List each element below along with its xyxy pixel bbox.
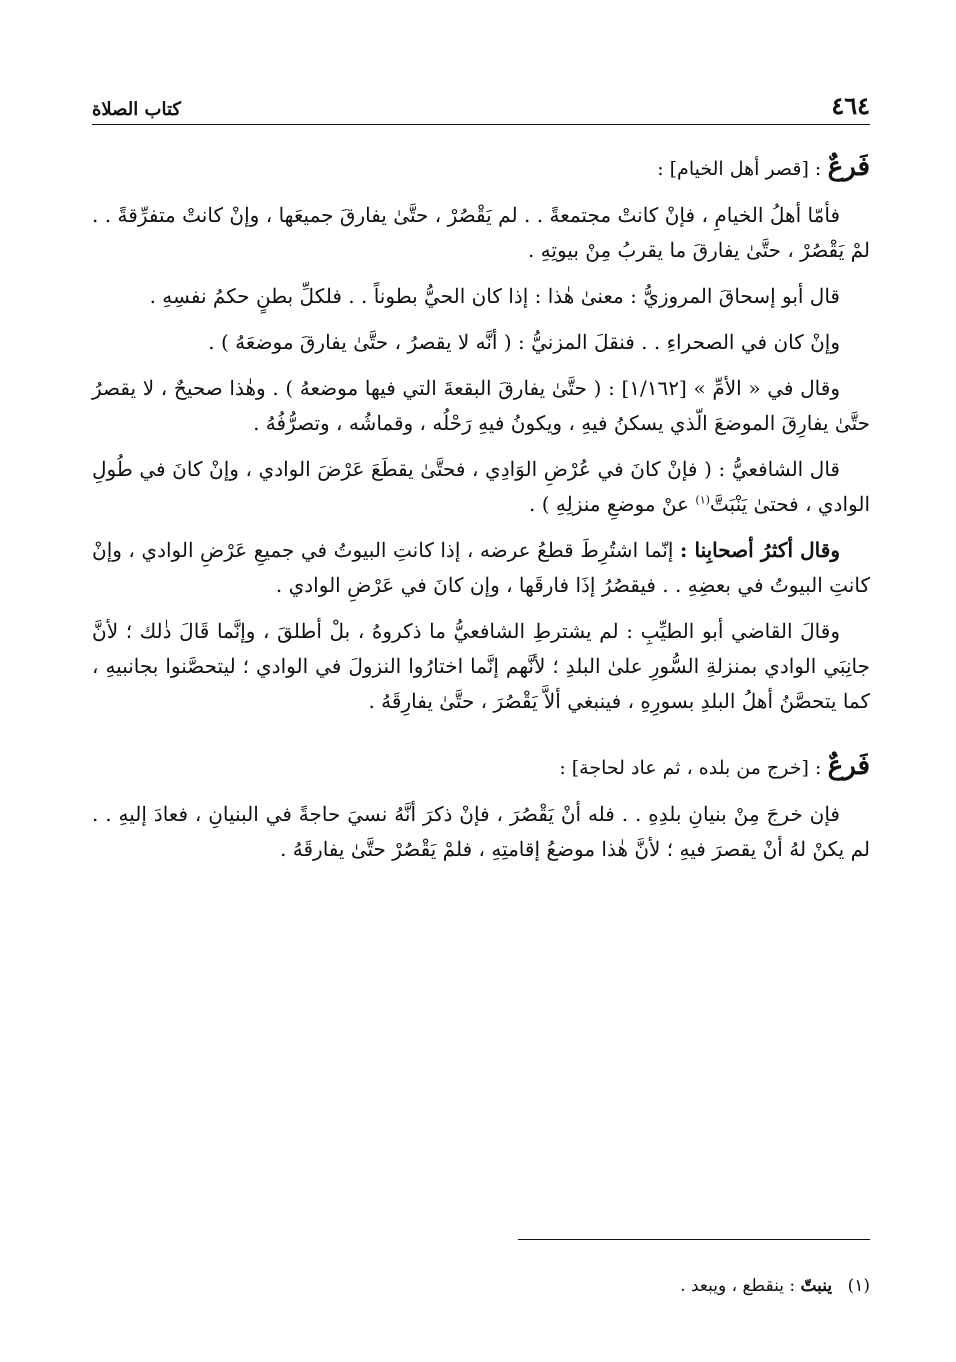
authority-label: وقال أكثرُ أصحابِنا : xyxy=(679,538,840,562)
paragraph: وإنْ كان في الصحراءِ . . فنقلَ المزنيُّ : ( أنَّه لا يقصرُ ، حتَّىٰ يفارقَ موضعَهُ ) . xyxy=(208,330,840,354)
footnote-term: ينبتّ xyxy=(800,1276,833,1296)
paragraph: فإن خرجَ مِنْ بنيانِ بلدِهِ . . فله أنْ يَقْصُرَ ، فإنْ ذكرَ أنَّهُ نسيَ حاجةً في البنيانِ ، فعادَ إليهِ . . لم يكنْ لهُ أنْ يقصرَ فيهِ ؛ لأنَّ هٰذا موضعُ إقامتِهِ ، فلمْ يَقْصُرْ حتَّىٰ يفارقَهُ . xyxy=(92,802,870,861)
paragraph: فأمّا أهلُ الخيامِ ، فإنْ كانتْ مجتمعةً . . لم يَقْصُرْ ، حتَّىٰ يفارقَ جميعَها ، وإنْ كانتْ متفرِّقةً . . لمْ يَقْصُرْ ، حتَّىٰ يفارقَ ما يقربُ مِنْ بيوتِهِ . xyxy=(92,203,870,262)
branch-title: : [قصر أهل الخيام] : xyxy=(657,158,822,180)
running-title: كتاب الصلاة xyxy=(92,99,181,120)
paragraph: وقال في « الأمِّ » [١/١٦٢] : ( حتَّىٰ يفارقَ البقعةَ التي فيها موضعهُ ) . وهٰذا صحيحٌ ، لا يقصرُ حتَّىٰ يفارِقَ الموضعَ الّذي يسكنُ فيهِ ، ويكونُ فيهِ رَحْلُه ، وقماشُه ، وتصرُّفُهُ . xyxy=(92,376,870,435)
page-number: ٤٦٤ xyxy=(831,91,870,120)
paragraph-text: قال الشافعيُّ : ( فإنْ كانَ في عُرْضِ الوَادِي ، فحتَّىٰ يقطَعَ عَرْضَ الوادي ، وإنْ كانَ في طُولِ الوادي ، فحتىٰ يَنْبَتَّ xyxy=(92,457,870,516)
page-header xyxy=(92,80,870,120)
section-heading-return xyxy=(92,749,870,786)
paragraph-tail: عنْ موضعِ منزلِهِ ) . xyxy=(529,492,690,516)
footnote xyxy=(92,1272,870,1300)
footnote-text: : ينقطع ، ويبعد . xyxy=(680,1276,796,1296)
paragraph: قال أبو إسحاقَ المروزيُّ : معنىٰ هٰذا : إذا كان الحيُّ بطوناً . . فلكلِّ بطنٍ حكمُ نفسِهِ . xyxy=(149,284,840,308)
footnote-number: (١) xyxy=(847,1276,870,1296)
branch-label: فَرعٌ xyxy=(827,152,870,182)
footnote-divider xyxy=(518,1239,870,1240)
footnote-reference: (١) xyxy=(695,493,710,507)
paragraph-authority xyxy=(92,533,870,603)
branch-title: : [خرج من بلده ، ثم عاد لحاجة] : xyxy=(559,757,822,779)
header-divider xyxy=(92,124,870,125)
paragraph: وقالَ القاضي أبو الطيِّبِ : لم يشترطِ الشافعيُّ ما ذكروهُ ، بلْ أطلقَ ، وإنَّما قَالَ ذٰلك ؛ لأنَّ جانِبَي الوادي بمنزلةِ السُّورِ علىٰ البلدِ ؛ لأنَّهم إنَّما اختارُوا النزولَ في الوادي ؛ ليتحصَّنوا بجانبيهِ ، كما يتحصَّنُ أهلُ البلدِ بسورِهِ ، فينبغي ألاَّ يَقْصُرَ ، حتَّىٰ يفارِقَهُ . xyxy=(92,619,870,713)
authority-text: إنّما اشتُرِطَ قطعُ عرضه ، إذا كانتِ البيوتُ في جميعِ عَرْضِ الوادي ، وإنْ كانتِ البيوتُ في بعضِهِ . . فيقصُرُ إذَا فارقَها ، وإن كانَ في عَرْضِ الوادي . xyxy=(92,538,870,597)
paragraph-with-footnote xyxy=(92,452,870,522)
section-heading-tents xyxy=(92,150,870,187)
main-text xyxy=(92,150,870,878)
branch-label: فَرعٌ xyxy=(827,751,870,781)
